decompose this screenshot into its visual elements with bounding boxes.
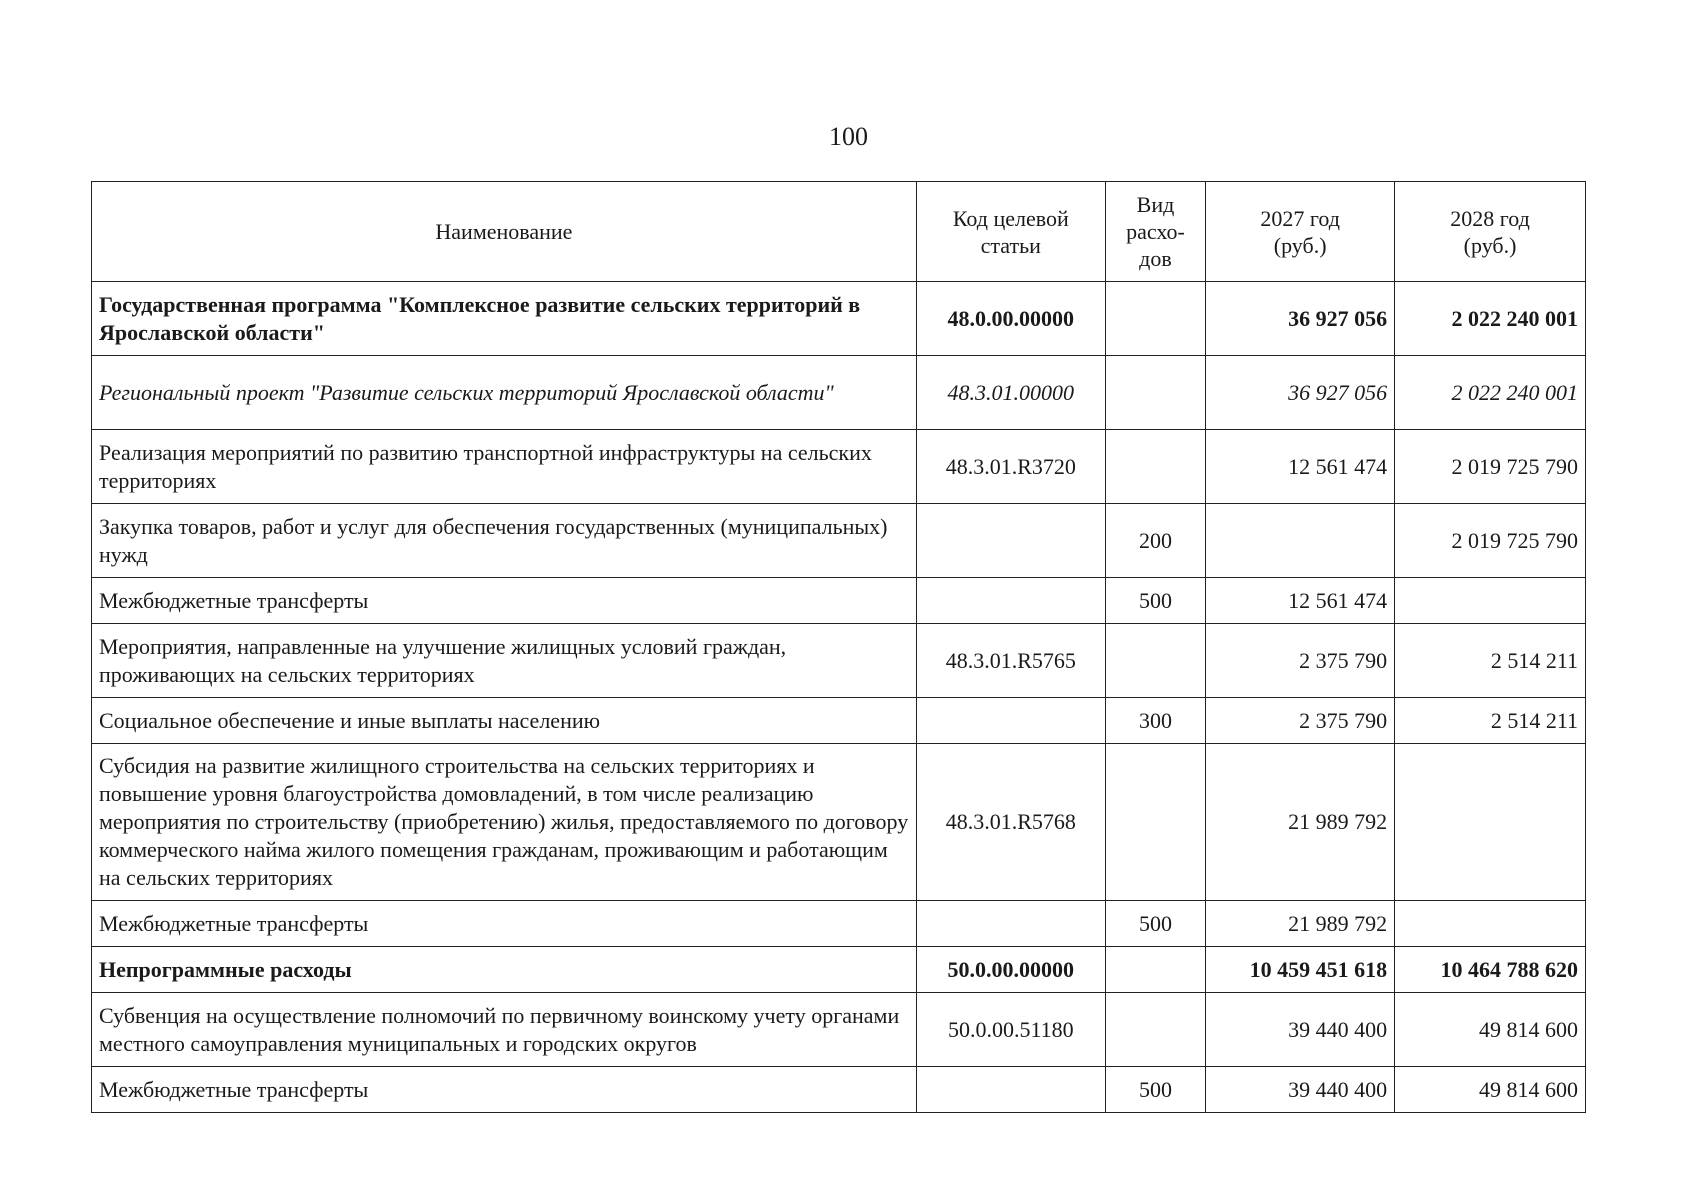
table-row [92,504,1586,578]
row-2027: 12 561 474 [1206,578,1395,624]
table-row [92,282,1586,356]
row-code [916,504,1105,578]
row-code: 50.0.00.51180 [916,993,1105,1067]
row-name: Региональный проект "Развитие сельских территорий Ярославской области" [92,356,917,430]
row-name: Межбюджетные трансферты [92,901,917,947]
row-code: 48.3.01.00000 [916,356,1105,430]
row-code: 48.0.00.00000 [916,282,1105,356]
table-row [92,578,1586,624]
row-2027: 2 375 790 [1206,698,1395,744]
row-2028: 2 514 211 [1395,624,1586,698]
row-2028 [1395,901,1586,947]
row-kind: 200 [1105,504,1205,578]
row-2028: 2 019 725 790 [1395,504,1586,578]
row-2027: 39 440 400 [1206,993,1395,1067]
page-number: 100 [829,122,868,151]
row-2028: 10 464 788 620 [1395,947,1586,993]
row-2027: 21 989 792 [1206,744,1395,901]
table-row [92,356,1586,430]
row-kind: 300 [1105,698,1205,744]
row-2027: 12 561 474 [1206,430,1395,504]
header-kind: Вид расхо- дов [1105,182,1205,282]
row-2027: 36 927 056 [1206,282,1395,356]
table-row [92,901,1586,947]
table-row [92,1067,1586,1113]
row-2028: 49 814 600 [1395,1067,1586,1113]
row-kind [1105,947,1205,993]
row-code: 48.3.01.R5768 [916,744,1105,901]
row-kind [1105,993,1205,1067]
header-2028: 2028 год (руб.) [1395,182,1586,282]
row-2028: 49 814 600 [1395,993,1586,1067]
table-row [92,947,1586,993]
row-name: Субсидия на развитие жилищного строительства на сельских территориях и повышение уровня благоустройства домовладений, в том числе реализацию мероприятия по строительству (приобретению) жилья, предоставляемого по договору коммерческого найма жилого помещения гражданам, проживающим и работающим на сельских территориях [92,744,917,901]
row-2027: 36 927 056 [1206,356,1395,430]
row-2027 [1206,504,1395,578]
row-2028: 2 514 211 [1395,698,1586,744]
table-header-row [92,182,1586,282]
header-code: Код целевой статьи [916,182,1105,282]
row-code: 48.3.01.R5765 [916,624,1105,698]
header-2027: 2027 год (руб.) [1206,182,1395,282]
row-2028 [1395,744,1586,901]
row-2027: 39 440 400 [1206,1067,1395,1113]
row-name: Государственная программа "Комплексное развитие сельских территорий в Ярославской области" [92,282,917,356]
row-2028: 2 019 725 790 [1395,430,1586,504]
row-kind [1105,430,1205,504]
row-name: Субвенция на осуществление полномочий по первичному воинскому учету органами местного самоуправления муниципальных и городских округов [92,993,917,1067]
table-row [92,430,1586,504]
row-kind [1105,356,1205,430]
row-kind: 500 [1105,901,1205,947]
row-2028: 2 022 240 001 [1395,356,1586,430]
row-code [916,901,1105,947]
row-name: Межбюджетные трансферты [92,578,917,624]
table-row [92,744,1586,901]
header-name: Наименование [92,182,917,282]
row-2028: 2 022 240 001 [1395,282,1586,356]
row-code: 48.3.01.R3720 [916,430,1105,504]
row-name: Социальное обеспечение и иные выплаты населению [92,698,917,744]
row-code [916,578,1105,624]
row-name: Межбюджетные трансферты [92,1067,917,1113]
row-code [916,698,1105,744]
row-2027: 2 375 790 [1206,624,1395,698]
row-2027: 21 989 792 [1206,901,1395,947]
row-kind: 500 [1105,578,1205,624]
row-kind [1105,282,1205,356]
row-kind: 500 [1105,1067,1205,1113]
row-kind [1105,624,1205,698]
table-row [92,698,1586,744]
table-row [92,624,1586,698]
budget-table [91,181,1586,1113]
row-2027: 10 459 451 618 [1206,947,1395,993]
row-name: Мероприятия, направленные на улучшение жилищных условий граждан, проживающих на сельских территориях [92,624,917,698]
table-row [92,993,1586,1067]
row-code [916,1067,1105,1113]
row-2028 [1395,578,1586,624]
row-name: Непрограммные расходы [92,947,917,993]
row-name: Реализация мероприятий по развитию транспортной инфраструктуры на сельских территориях [92,430,917,504]
row-name: Закупка товаров, работ и услуг для обеспечения государственных (муниципальных) нужд [92,504,917,578]
row-code: 50.0.00.00000 [916,947,1105,993]
row-kind [1105,744,1205,901]
